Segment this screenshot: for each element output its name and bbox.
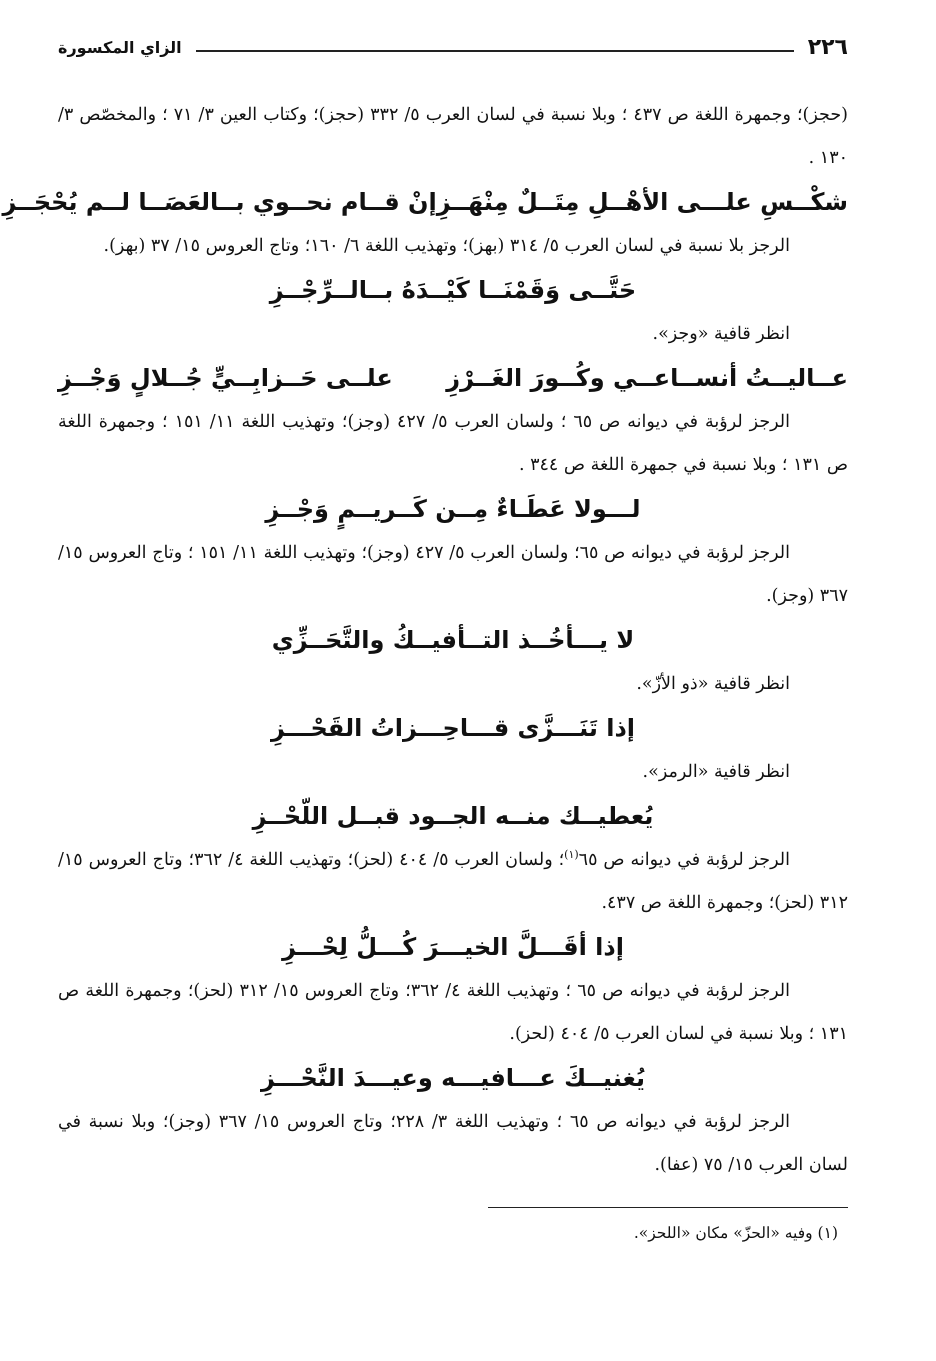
verse-line: إذا تَنَـــزَّى قـــاحِـــزاتُ القَحْـــزِ bbox=[270, 714, 636, 742]
page-number: ٢٢٦ bbox=[807, 34, 848, 60]
page-content bbox=[2, 94, 848, 1248]
footnote-marker: (١) bbox=[564, 848, 579, 862]
verse-line: لـــولا عَطَـاءٌ مِــن كَــريــمٍ وَجْــزِ bbox=[265, 495, 641, 523]
citation-paragraph: الرجز لرؤبة في ديوانه ص ٦٥ ؛ وتهذيب اللغة ٣/ ٢٢٨؛ وتاج العروس ١٥/ ٣٦٧ (وجز)؛ وبلا نسبة في لسان العرب ١٥/ ٧٥ (عفا). bbox=[58, 1112, 848, 1175]
citation-paragraph bbox=[58, 839, 848, 925]
cross-reference: انظر قافية «الرمز». bbox=[642, 762, 790, 782]
verse-line: يُعطيــك منــه الجــود قبــل اللّحْــزِ bbox=[252, 802, 654, 830]
verse-hemistich: إنْ قــام نحــوي بــالعَصَــا لــم يُحْجَــزِ bbox=[2, 188, 437, 216]
verse-line bbox=[58, 356, 848, 401]
citation-paragraph: الرجز بلا نسبة في لسان العرب ٥/ ٣١٤ (بهز)؛ وتهذيب اللغة ٦/ ١٦٠؛ وتاج العروس ١٥/ ٣٧ (بهز). bbox=[103, 236, 790, 256]
citation-paragraph: الرجز لرؤبة في ديوانه ص ٦٥؛ ولسان العرب ٥/ ٤٢٧ (وجز)؛ وتهذيب اللغة ١١/ ١٥١ ؛ وتاج العروس ١٥/ ٣٦٧ (وجز). bbox=[58, 543, 848, 606]
verse-line bbox=[2, 180, 848, 225]
citation-paragraph: (حجز)؛ وجمهرة اللغة ص ٤٣٧ ؛ وبلا نسبة في لسان العرب ٥/ ٣٣٢ (حجز)؛ وكتاب العين ٣/ ٧١ ؛ والمخصّص ٣/ ١٣٠ . bbox=[58, 105, 848, 168]
running-title: الزاي المكسورة bbox=[58, 37, 182, 57]
verse-line: حَتَّــى وَقَمْنَــا كَيْــدَهُ بــالــرِّجْــزِ bbox=[269, 276, 637, 304]
verse-hemistich: علــى حَــزابِــيٍّ جُــلالٍ وَجْــزِ bbox=[58, 364, 393, 392]
book-page bbox=[2, 30, 848, 1330]
footnote-rule bbox=[488, 1207, 848, 1208]
cross-reference: انظر قافية «وجز». bbox=[652, 324, 790, 344]
verse-line: يُغنيــكَ عـــافيـــه وعيـــدَ النَّحْـــزِ bbox=[260, 1064, 646, 1092]
citation-text: الرجز لرؤبة في ديوانه ص ٦٥ bbox=[578, 850, 790, 870]
header-rule bbox=[196, 50, 794, 52]
verse-hemistich: عــاليــتُ أنســاعــي وكُــورَ الغَــرْزِ bbox=[446, 364, 848, 392]
citation-paragraph: الرجز لرؤبة في ديوانه ص ٦٥ ؛ ولسان العرب ٥/ ٤٢٧ (وجز)؛ وتهذيب اللغة ١١/ ١٥١ ؛ وجمهرة اللغة ص ١٣١ ؛ وبلا نسبة في جمهرة اللغة ص ٣٤٤ . bbox=[58, 412, 848, 475]
cross-reference: انظر قافية «ذو الأزّ». bbox=[636, 674, 790, 694]
footnote: (١) وفيه «الحزّ» مكان «اللحز». bbox=[633, 1224, 838, 1242]
verse-hemistich: شكْــسِ علـــى الأهْــلِ مِتَــلٌ مِنْهَــزِ bbox=[436, 188, 848, 216]
verse-line: لا يـــأخُــذ التــأفيــكُ والتَّحَــزِّي bbox=[271, 626, 635, 654]
citation-text: ؛ ولسان العرب ٥/ ٤٠٤ (لحز)؛ وتهذيب اللغة ٤/ ٣٦٢؛ وتاج العروس ١٥/ ٣١٢ (لحز)؛ وجمهرة اللغة ص ٤٣٧. bbox=[58, 850, 848, 913]
verse-line: إذا أقَـــلَّ الخيـــرَ كُـــلُّ لِحْـــزِ bbox=[282, 933, 624, 961]
page-header bbox=[58, 30, 848, 64]
citation-paragraph: الرجز لرؤبة في ديوانه ص ٦٥ ؛ وتهذيب اللغة ٤/ ٣٦٢؛ وتاج العروس ١٥/ ٣١٢ (لحز)؛ وجمهرة اللغة ص ١٣١ ؛ وبلا نسبة في لسان العرب ٥/ ٤٠٤ (لحز). bbox=[58, 981, 848, 1044]
